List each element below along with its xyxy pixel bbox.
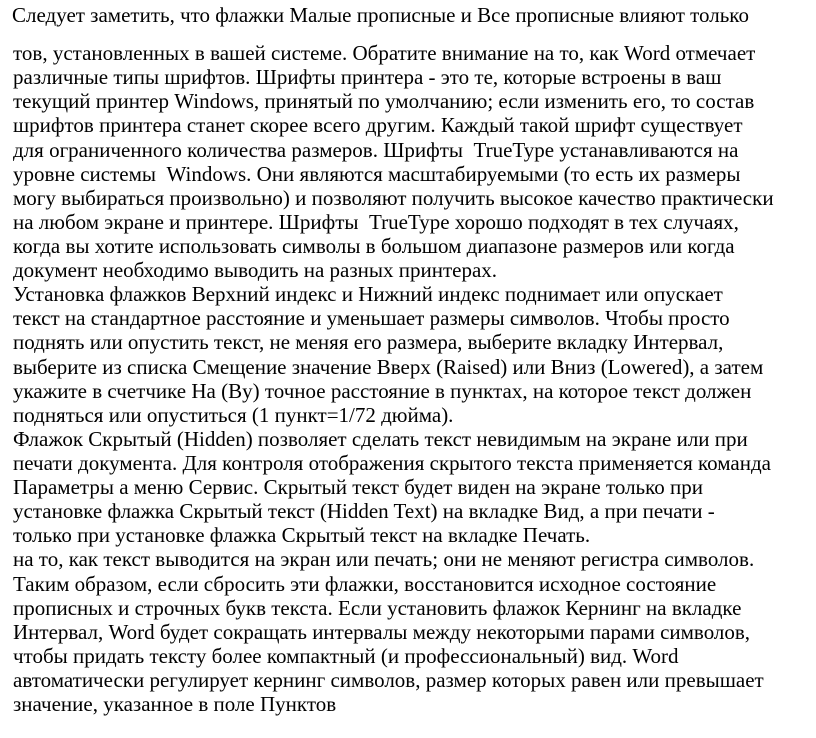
text-line: тов, установленных в вашей системе. Обратите внимание на то, как Word отмечает [13, 41, 756, 65]
text-line: на то, как текст выводится на экран или печать; они не меняют регистра символов. [13, 547, 755, 571]
text-line: только при установке флажка Скрытый текст на вкладке Печать. [13, 523, 591, 547]
text-line: значение, указанное в поле Пунктов [13, 692, 337, 716]
text-line: текущий принтер Windows, принятый по умолчанию; если изменить его, то состав [13, 89, 755, 113]
text-line: документ необходимо выводить на разных принтерах. [13, 258, 498, 282]
text-line: для ограниченного количества размеров. Шрифты TrueType устанавливаются на [13, 138, 739, 162]
text-line: Интервал, Word будет сокращать интервалы между некоторыми парами символов, [13, 620, 751, 644]
text-line: когда вы хотите использовать символы в большом диапазоне размеров или когда [13, 234, 735, 258]
text-line: укажите в счетчике На (By) точное расстояние в пунктах, на которое текст должен [13, 379, 752, 403]
text-line: текст на стандартное расстояние и уменьшает размеры символов. Чтобы просто [13, 306, 730, 330]
text-line: Флажок Скрытый (Hidden) позволяет сделать текст невидимым на экране или при [13, 427, 748, 451]
text-line: уровне системы Windows. Они являются масштабируемыми (то есть их размеры [13, 162, 741, 186]
text-line: Таким образом, если сбросить эти флажки, восстановится исходное состояние [13, 572, 717, 596]
text-line: Установка флажков Верхний индекс и Нижний индекс поднимает или опускает [13, 282, 723, 306]
text-line: различные типы шрифтов. Шрифты принтера - это те, которые встроены в ваш [13, 65, 722, 89]
text-line: подняться или опуститься (1 пункт=1/72 дюйма). [13, 403, 454, 427]
text-line: установке флажка Скрытый текст (Hidden Text) на вкладке Вид, а при печати - [13, 499, 715, 523]
text-line: шрифтов принтера станет скорее всего другим. Каждый такой шрифт существует [13, 113, 743, 137]
text-line: на любом экране и принтере. Шрифты TrueType хорошо подходят в тех случаях, [13, 210, 739, 234]
text-line: поднять или опустить текст, не меняя его размера, выберите вкладку Интервал, [13, 330, 724, 354]
text-line: выберите из списка Смещение значение Вверх (Raised) или Вниз (Lowered), а затем [13, 355, 764, 379]
text-line: Параметры а меню Сервис. Скрытый текст будет виден на экране только при [13, 475, 703, 499]
text-line: Следует заметить, что флажки Малые прописные и Все прописные влияют только [12, 3, 749, 27]
text-line: автоматически регулирует кернинг символов, размер которых равен или превышает [13, 668, 764, 692]
text-line: могу выбираться произвольно) и позволяют получить высокое качество практически [13, 186, 774, 210]
text-line: чтобы придать тексту более компактный (и профессиональный) вид. Word [13, 644, 679, 668]
text-line: печати документа. Для контроля отображения скрытого текста применяется команда [13, 451, 771, 475]
text-line: прописных и строчных букв текста. Если установить флажок Кернинг на вкладке [13, 596, 742, 620]
